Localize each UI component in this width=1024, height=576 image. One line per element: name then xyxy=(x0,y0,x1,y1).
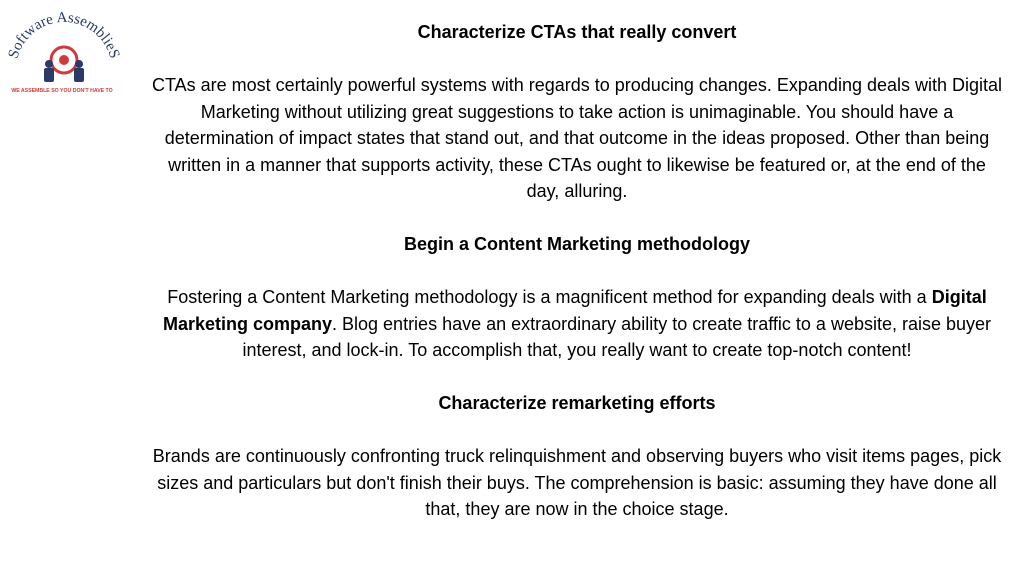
section-body-text-pre: Fostering a Content Marketing methodology is a magnificent method for expanding deals with a xyxy=(167,287,932,307)
section-body-text-post: . Blog entries have an extraordinary ability to create traffic to a website, raise buyer interest, and lock-in. To accomplish that, you really want to create top-notch content! xyxy=(242,313,992,360)
article-content xyxy=(150,19,1004,523)
section-heading-remarketing: Characterize remarketing efforts xyxy=(438,393,716,413)
section-heading-ctas: Characterize CTAs that really convert xyxy=(417,22,737,42)
section-body-remarketing: Brands are continuously confronting truck relinquishment and observing buyers who visit items pages, pick sizes and particulars but don't finish their buys. The comprehension is basic: assuming they have done all that, they are now in the choice stage. xyxy=(152,446,1002,519)
section-body-ctas: CTAs are most certainly powerful systems with regards to producing changes. Expanding deals with Digital Marketing without utilizing great suggestions to take action is unimaginable. You should have a determination of impact states that stand out, and that outcome in the ideas proposed. Other than being written in a manner that supports activity, these CTAs ought to likewise be featured or, at the end of the day, alluring. xyxy=(151,75,1003,201)
logo-brand-text: Software AssembliеS xyxy=(5,9,122,61)
figure-right-icon xyxy=(74,68,84,82)
section-heading-content-marketing: Begin a Content Marketing methodology xyxy=(403,234,750,254)
brand-logo xyxy=(4,8,122,98)
figure-left-icon xyxy=(44,68,54,82)
section-body-content-marketing xyxy=(150,284,1004,364)
brand-logo-icon xyxy=(4,8,122,98)
digital-marketing-company-link[interactable]: Digital Marketing company xyxy=(162,287,987,334)
logo-tagline: WE ASSEMBLE SO YOU DON'T HAVE TO xyxy=(11,88,113,94)
